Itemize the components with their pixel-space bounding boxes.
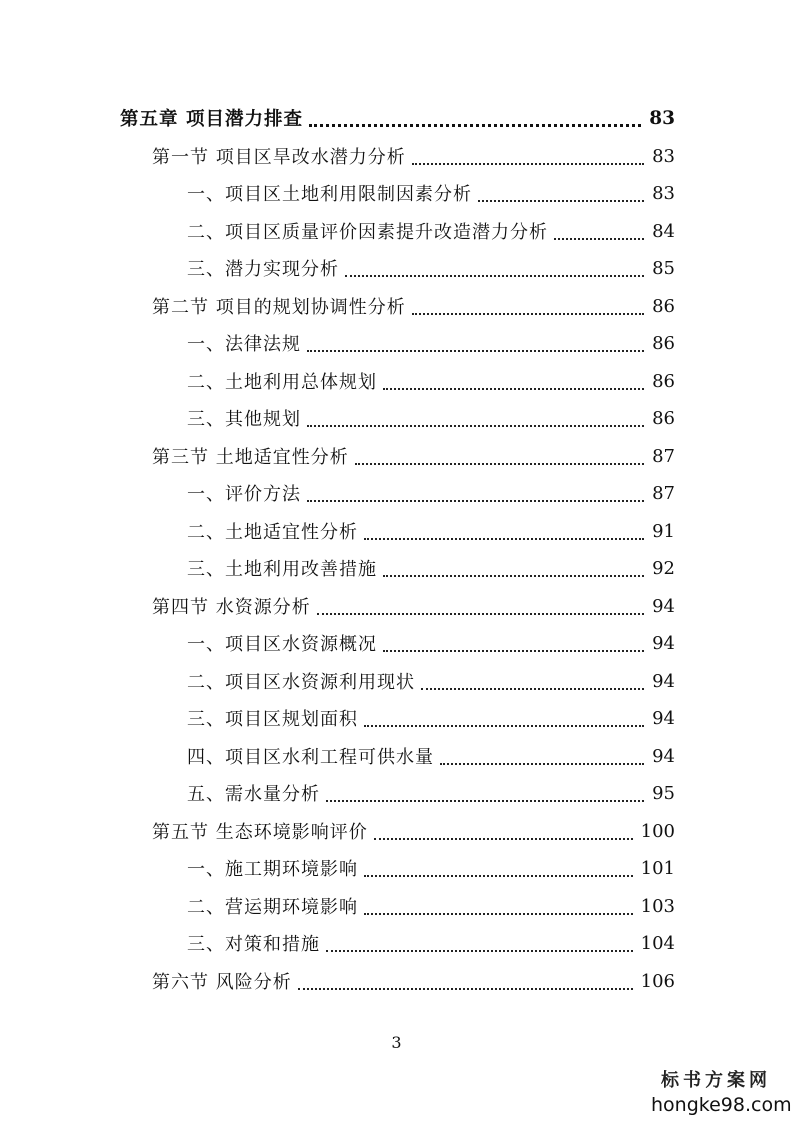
- dot-leader: [307, 411, 644, 433]
- toc-entry-title: 三、项目区规划面积: [187, 709, 358, 730]
- toc-entry[interactable]: [152, 291, 675, 321]
- toc-entry-page-number: 106: [640, 970, 675, 992]
- watermark-url: hongke98.com: [651, 1094, 792, 1116]
- toc-entry-page-number: 101: [640, 857, 675, 879]
- toc-entry-title: 三、土地利用改善措施: [187, 559, 377, 580]
- toc-entry-title: 二、土地适宜性分析: [187, 522, 358, 543]
- toc-entry-page-number: 87: [652, 482, 675, 504]
- toc-entry[interactable]: [187, 778, 675, 808]
- toc-entry-page-number: 91: [652, 520, 675, 542]
- dot-leader: [364, 861, 633, 883]
- toc-entry-title: 第六节 风险分析: [152, 972, 292, 993]
- toc-entry-title: 一、法律法规: [187, 334, 301, 355]
- dot-leader: [383, 561, 644, 583]
- dot-leader: [440, 749, 644, 771]
- toc-entry-title: 四、项目区水利工程可供水量: [187, 747, 434, 768]
- toc-entry[interactable]: [187, 703, 675, 733]
- dot-leader: [421, 674, 644, 696]
- toc-entry[interactable]: [152, 441, 675, 471]
- toc-entry[interactable]: [187, 741, 675, 771]
- toc-entry[interactable]: [187, 928, 675, 958]
- dot-leader: [345, 261, 644, 283]
- toc-entry[interactable]: [187, 366, 675, 396]
- dot-leader: [364, 711, 644, 733]
- toc-entry[interactable]: [152, 591, 675, 621]
- toc-entry[interactable]: [187, 178, 675, 208]
- toc-entry-title: 一、施工期环境影响: [187, 859, 358, 880]
- toc-entry[interactable]: [152, 966, 675, 996]
- toc-entry-title: 第三节 土地适宜性分析: [152, 447, 349, 468]
- toc-entry-page-number: 95: [652, 782, 675, 804]
- toc-entry[interactable]: [187, 666, 675, 696]
- toc-entry-title: 五、需水量分析: [187, 784, 320, 805]
- toc-entry-title: 第一节 项目区旱改水潜力分析: [152, 147, 406, 168]
- dot-leader: [298, 974, 633, 996]
- toc-entry-title: 二、项目区质量评价因素提升改造潜力分析: [187, 222, 548, 243]
- dot-leader: [412, 149, 644, 171]
- toc-entry[interactable]: [187, 216, 675, 246]
- dot-leader: [355, 449, 644, 471]
- toc-entry-page-number: 92: [652, 557, 675, 579]
- toc-entry[interactable]: [187, 403, 675, 433]
- toc-entry[interactable]: [120, 103, 675, 133]
- toc-entry-page-number: 104: [640, 932, 675, 954]
- dot-leader: [326, 786, 644, 808]
- toc-entry-page-number: 100: [640, 820, 675, 842]
- toc-entry-page-number: 103: [640, 895, 675, 917]
- toc-entry[interactable]: [152, 816, 675, 846]
- dot-leader: [307, 486, 644, 508]
- dot-leader: [383, 374, 644, 396]
- dot-leader: [554, 224, 644, 246]
- toc-entry-title: 三、潜力实现分析: [187, 259, 339, 280]
- toc-entry-page-number: 94: [652, 632, 675, 654]
- page-number: 3: [391, 1033, 402, 1052]
- dot-leader: [383, 636, 644, 658]
- watermark-logo: [651, 1066, 792, 1116]
- toc-entry-page-number: 83: [652, 145, 675, 167]
- toc-entry-page-number: 86: [652, 332, 675, 354]
- toc-entry-page-number: 85: [652, 257, 675, 279]
- toc-entry-title: 第四节 水资源分析: [152, 597, 311, 618]
- toc-entry[interactable]: [152, 141, 675, 171]
- dot-leader: [307, 336, 644, 358]
- toc-entry-title: 三、对策和措施: [187, 934, 320, 955]
- toc-entry[interactable]: [187, 253, 675, 283]
- toc-entry-title: 一、评价方法: [187, 484, 301, 505]
- toc-entry-page-number: 84: [652, 220, 675, 242]
- toc-entry-title: 二、营运期环境影响: [187, 897, 358, 918]
- toc-entry-page-number: 86: [652, 295, 675, 317]
- dot-leader: [364, 524, 644, 546]
- toc-entry-page-number: 86: [652, 370, 675, 392]
- toc-entry-page-number: 86: [652, 407, 675, 429]
- toc-entry-title: 第二节 项目的规划协调性分析: [152, 297, 406, 318]
- dot-leader: [412, 299, 644, 321]
- toc-entry[interactable]: [187, 478, 675, 508]
- toc-entry-page-number: 83: [649, 107, 675, 129]
- toc-entry-title: 第五章 项目潜力排查: [120, 109, 303, 130]
- toc-entry-page-number: 87: [652, 445, 675, 467]
- toc-entry[interactable]: [187, 328, 675, 358]
- dot-leader: [478, 186, 644, 208]
- toc-entry-page-number: 94: [652, 745, 675, 767]
- toc-entry-title: 一、项目区土地利用限制因素分析: [187, 184, 472, 205]
- toc-entry-title: 第五节 生态环境影响评价: [152, 822, 368, 843]
- toc-entry-page-number: 94: [652, 670, 675, 692]
- toc-entry[interactable]: [187, 628, 675, 658]
- toc-entry-title: 一、项目区水资源概况: [187, 634, 377, 655]
- toc-entry[interactable]: [187, 516, 675, 546]
- watermark-site-name: 标书方案网: [661, 1070, 771, 1091]
- toc-entry[interactable]: [187, 553, 675, 583]
- toc-entry-page-number: 94: [652, 707, 675, 729]
- dot-leader: [309, 111, 641, 133]
- dot-leader: [374, 824, 633, 846]
- toc-entry-title: 三、其他规划: [187, 409, 301, 430]
- toc-entry-page-number: 83: [652, 182, 675, 204]
- toc-entry-title: 二、土地利用总体规划: [187, 372, 377, 393]
- toc-entry[interactable]: [187, 891, 675, 921]
- dot-leader: [364, 899, 633, 921]
- toc-entry-title: 二、项目区水资源利用现状: [187, 672, 415, 693]
- toc-entry-page-number: 94: [652, 595, 675, 617]
- dot-leader: [317, 599, 644, 621]
- toc-entry[interactable]: [187, 853, 675, 883]
- dot-leader: [326, 936, 633, 958]
